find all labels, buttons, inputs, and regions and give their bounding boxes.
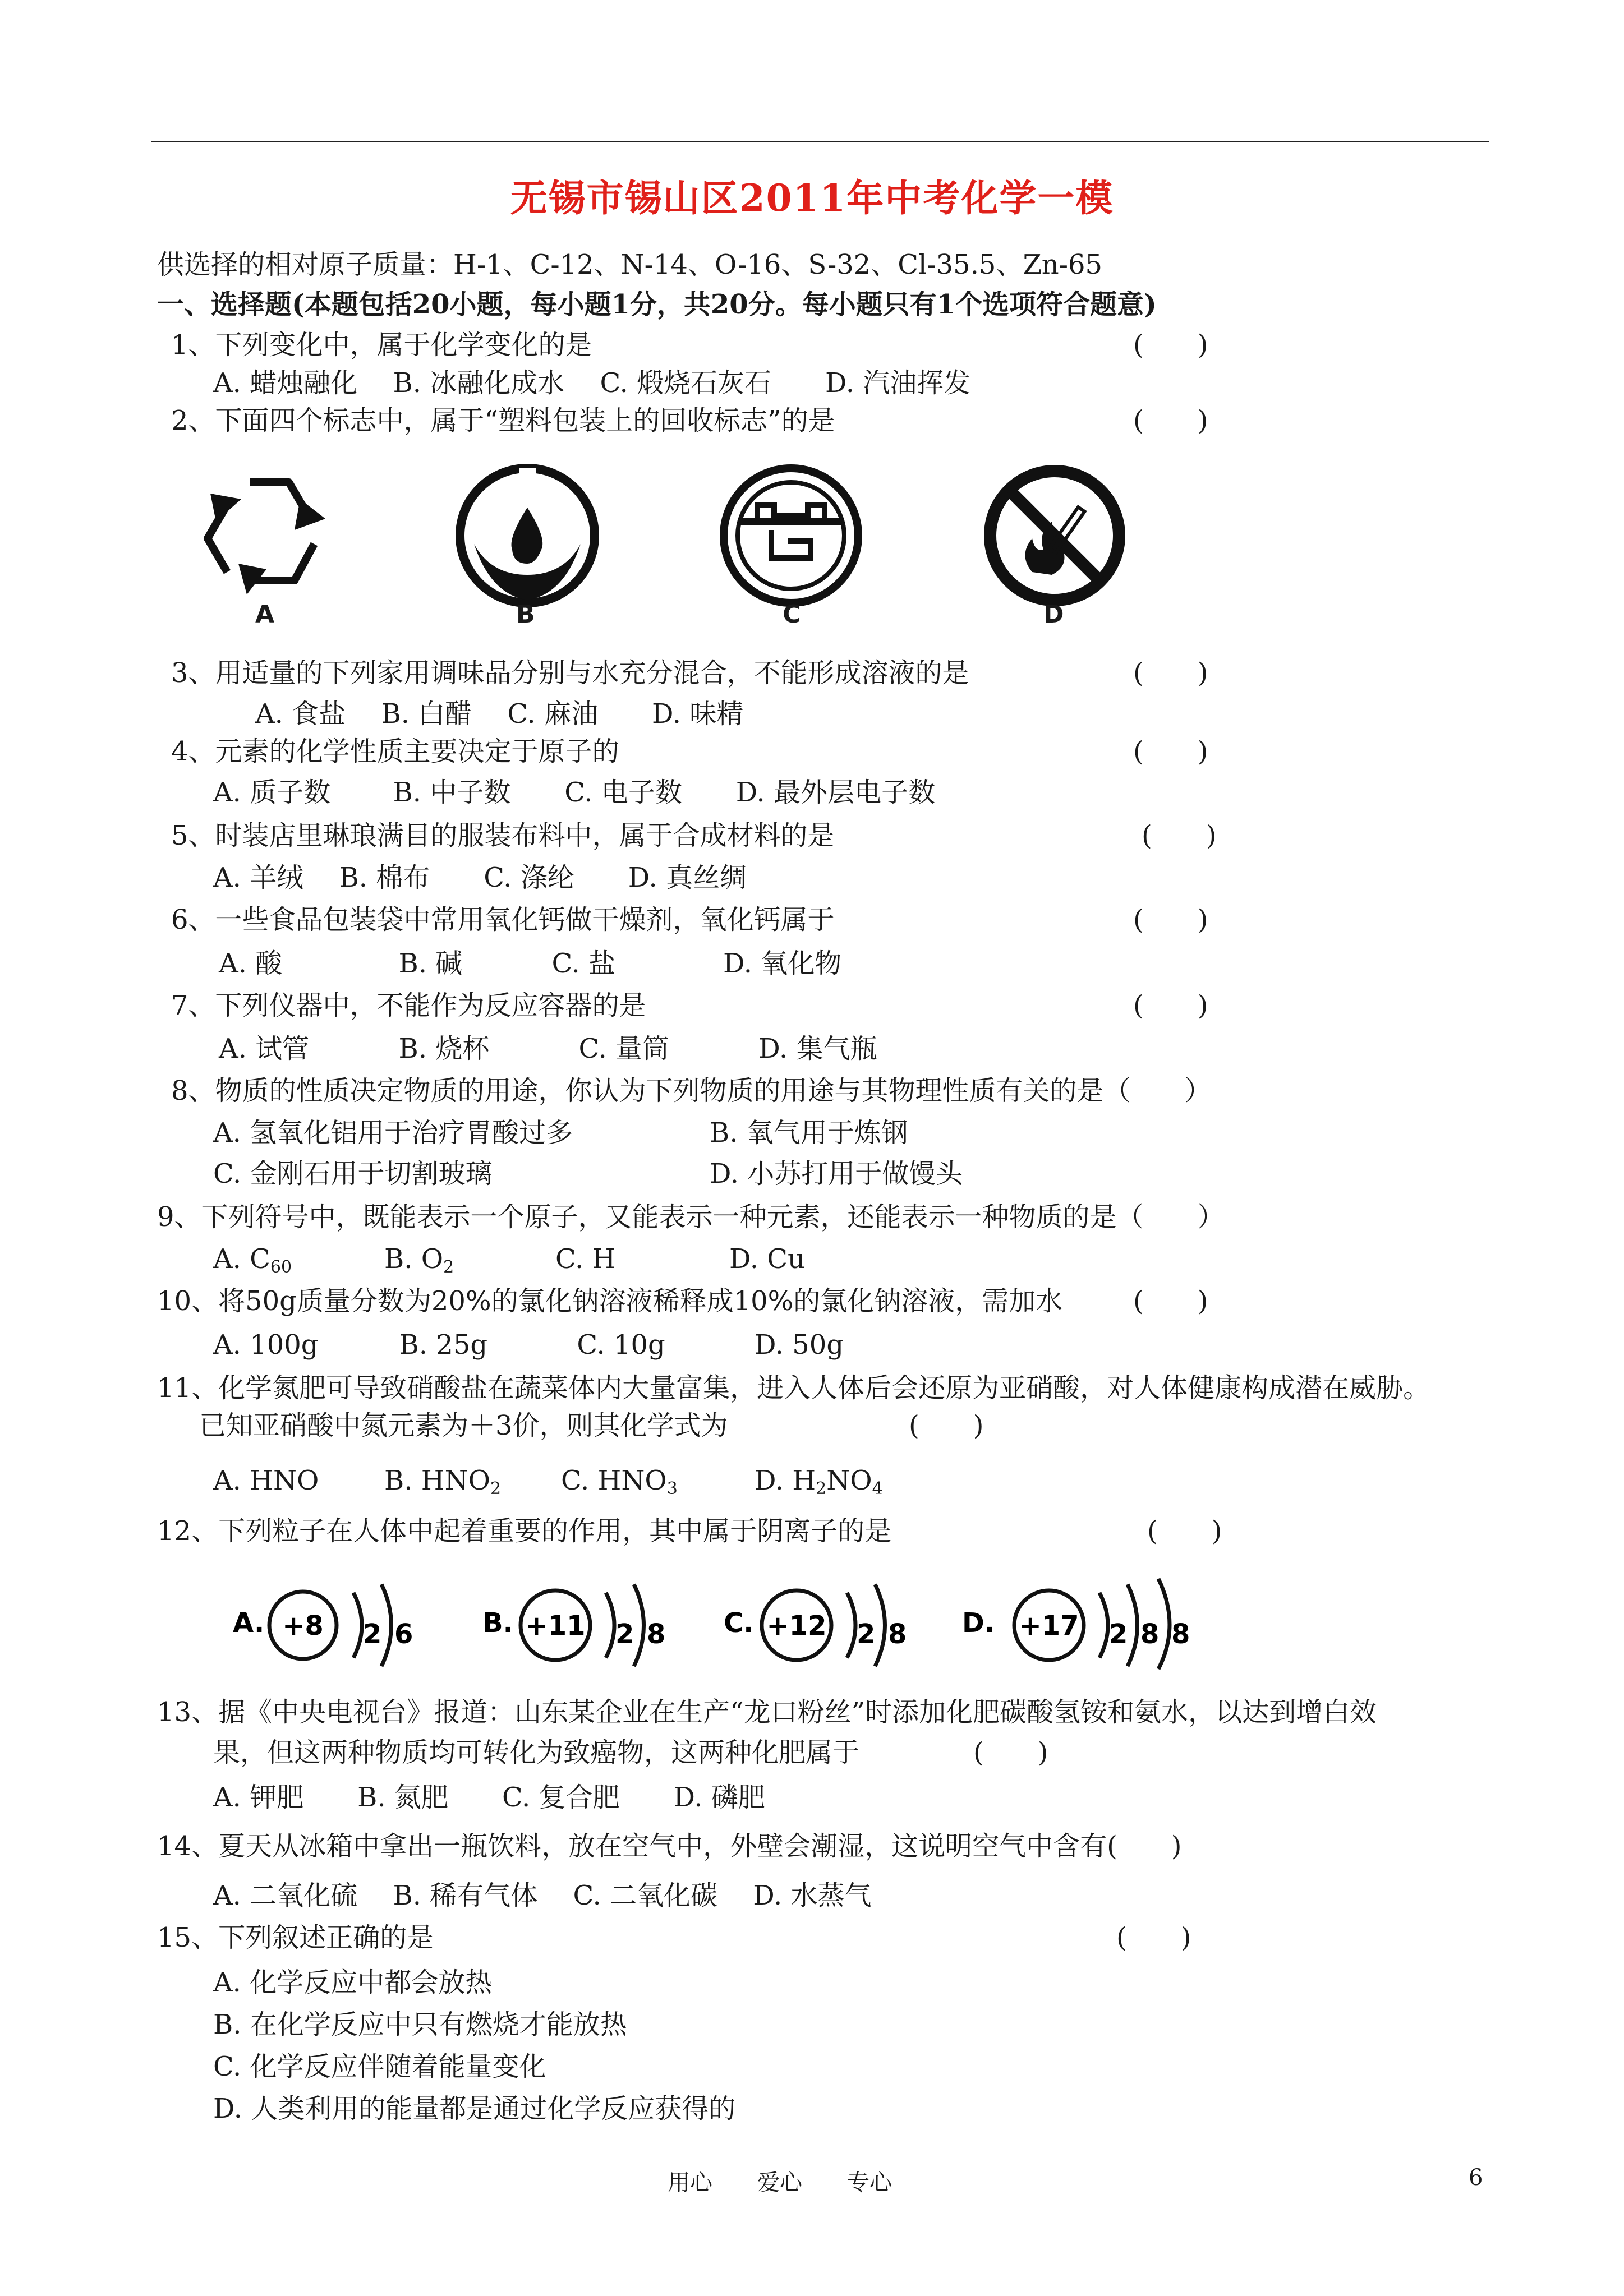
q15-option-a: A. 化学反应中都会放热 [213, 1967, 493, 1998]
svg-text:8: 8 [1171, 1619, 1190, 1650]
q3-answer-blank: ( ) [1133, 657, 1208, 689]
svg-text:C.: C. [724, 1607, 754, 1639]
atom-diagram-a [230, 1576, 454, 1671]
q4-answer-blank: ( ) [1133, 736, 1208, 767]
atom-diagram-c [724, 1576, 948, 1671]
q12-answer-blank: ( ) [1147, 1515, 1222, 1547]
q13-options: A. 钾肥 B. 氮肥 C. 复合肥 D. 磷肥 [213, 1782, 765, 1813]
q2-answer-blank: ( ) [1133, 405, 1208, 436]
q2-label-b: B [516, 600, 535, 629]
q2-stem: 2、下面四个标志中，属于“塑料包装上的回收标志”的是 [171, 405, 835, 436]
q11-option-b: B. $HNO_2$ [384, 1465, 502, 1499]
q7-answer-blank: ( ) [1133, 990, 1208, 1021]
svg-text:6: 6 [394, 1619, 413, 1650]
q8-option-d: D. 小苏打用于做馒头 [710, 1158, 963, 1190]
svg-text:+8: +8 [282, 1610, 324, 1642]
q8-stem: 8、物质的性质决定物质的用途，你认为下列物质的用途与其物理性质有关的是（ ） [171, 1075, 1212, 1106]
q11-option-a: A. HNO [213, 1465, 319, 1496]
q15-option-c: C. 化学反应伴随着能量变化 [213, 2051, 546, 2082]
recycle-icon [194, 460, 345, 611]
q9-option-c: C. H [555, 1243, 616, 1275]
svg-text:+11: +11 [525, 1610, 586, 1642]
q6-stem: 6、一些食品包装袋中常用氧化钙做干燥剂，氧化钙属于 [171, 904, 835, 935]
top-rule [151, 141, 1489, 142]
q1-stem: 1、下列变化中，属于化学变化的是 [171, 329, 592, 361]
q13-stem-2: 果，但这两种物质均可转化为致癌物，这两种化肥属于 [213, 1737, 860, 1768]
q2-label-d: D [1043, 600, 1064, 629]
q14-options: A. 二氧化硫 B. 稀有气体 C. 二氧化碳 D. 水蒸气 [213, 1880, 872, 1911]
atomic-masses: 供选择的相对原子质量：H-1、C-12、N-14、O-16、S-32、Cl-35.5、Zn-65 [157, 249, 1103, 280]
q10-options: A. 100g B. 25g C. 10g D. 50g [213, 1329, 844, 1361]
q1-answer-blank: ( ) [1133, 329, 1208, 361]
q2-label-a: A [255, 600, 275, 629]
q5-stem: 5、时装店里琳琅满目的服装布料中，属于合成材料的是 [171, 820, 835, 851]
q3-options: A. 食盐 B. 白醋 C. 麻油 D. 味精 [255, 698, 744, 730]
svg-text:2: 2 [857, 1619, 876, 1650]
q3-stem: 3、用适量的下列家用调味品分别与水充分混合，不能形成溶液的是 [171, 657, 969, 689]
q14-stem: 14、夏天从冰箱中拿出一瓶饮料，放在空气中，外壁会潮湿，这说明空气中含有( ) [157, 1831, 1182, 1862]
q7-stem: 7、下列仪器中，不能作为反应容器的是 [171, 990, 646, 1021]
q15-answer-blank: ( ) [1116, 1922, 1191, 1953]
q11-stem: 11、化学氮肥可导致硝酸盐在蔬菜体内大量富集，进入人体后会还原为亚硝酸，对人体健康构成潜在威胁。 [157, 1372, 1430, 1404]
q13-answer-blank: ( ) [973, 1737, 1048, 1768]
svg-text:8: 8 [647, 1619, 666, 1650]
q8-option-a: A. 氢氧化铝用于治疗胃酸过多 [213, 1117, 573, 1149]
q6-options: A. 酸 B. 碱 C. 盐 D. 氧化物 [219, 948, 842, 979]
q11-answer-blank: ( ) [909, 1410, 984, 1441]
footer-slogan: 用心 爱心 专心 [668, 2170, 892, 2196]
q5-answer-blank: ( ) [1142, 820, 1217, 851]
svg-text:B.: B. [482, 1607, 513, 1639]
page-title: 无锡市锡山区2011年中考化学一模 [510, 176, 1114, 220]
q9-option-a: A. $C_{60}$ [213, 1243, 292, 1277]
q7-options: A. 试管 B. 烧杯 C. 量筒 D. 集气瓶 [219, 1033, 877, 1064]
q2-label-c: C [783, 600, 801, 629]
q13-stem: 13、据《中央电视台》报道：山东某企业在生产“龙口粉丝”时添加化肥碳酸氢铵和氨水，以达到增白效 [157, 1696, 1377, 1728]
q9-option-b: B. $O_2$ [384, 1243, 454, 1277]
svg-text:8: 8 [888, 1619, 907, 1650]
q12-stem: 12、下列粒子在人体中起着重要的作用，其中属于阴离子的是 [157, 1515, 892, 1547]
atom-diagram-d [962, 1576, 1226, 1671]
svg-text:A.: A. [233, 1607, 265, 1639]
q5-options: A. 羊绒 B. 棉布 C. 涤纶 D. 真丝绸 [213, 862, 747, 893]
svg-text:2: 2 [363, 1619, 382, 1650]
q8-option-c: C. 金刚石用于切割玻璃 [213, 1158, 493, 1190]
q4-stem: 4、元素的化学性质主要决定于原子的 [171, 736, 619, 767]
q10-answer-blank: ( ) [1133, 1285, 1208, 1317]
q6-answer-blank: ( ) [1133, 904, 1208, 935]
q8-option-b: B. 氧气用于炼钢 [710, 1117, 908, 1149]
q11-option-d: D. $H_2NO_4$ [755, 1465, 883, 1499]
q11-option-c: C. $HNO_3$ [561, 1465, 678, 1499]
q10-stem: 10、将50g质量分数为20%的氯化钠溶液稀释成10%的氯化钠溶液，需加水 [157, 1285, 1063, 1317]
q11-stem-2: 已知亚硝酸中氮元素为＋3价，则其化学式为 [199, 1410, 728, 1441]
page-number: 6 [1469, 2165, 1483, 2191]
svg-text:+17: +17 [1019, 1610, 1079, 1642]
water-drop-hand-icon [452, 460, 603, 611]
q15-option-d: D. 人类利用的能量都是通过化学反应获得的 [213, 2093, 736, 2124]
section-header: 一、选择题(本题包括20小题，每小题1分，共20分。每小题只有1个选项符合题意) [157, 289, 1157, 320]
q1-options: A. 蜡烛融化 B. 冰融化成水 C. 煅烧石灰石 D. 汽油挥发 [213, 367, 971, 399]
q4-options: A. 质子数 B. 中子数 C. 电子数 D. 最外层电子数 [213, 777, 936, 808]
svg-text:2: 2 [1109, 1619, 1128, 1650]
q15-option-b: B. 在化学反应中只有燃烧才能放热 [213, 2009, 627, 2040]
svg-text:8: 8 [1140, 1619, 1160, 1650]
q9-option-d: D. Cu [729, 1243, 805, 1275]
no-fire-icon [979, 460, 1130, 611]
svg-text:+12: +12 [766, 1610, 827, 1642]
svg-text:D.: D. [962, 1607, 995, 1639]
building-symbol-icon [715, 460, 867, 611]
q9-stem: 9、下列符号中，既能表示一个原子，又能表示一种元素，还能表示一种物质的是（ ） [157, 1201, 1225, 1233]
q15-stem: 15、下列叙述正确的是 [157, 1922, 434, 1953]
atom-diagram-b [482, 1576, 707, 1671]
svg-text:2: 2 [615, 1619, 634, 1650]
